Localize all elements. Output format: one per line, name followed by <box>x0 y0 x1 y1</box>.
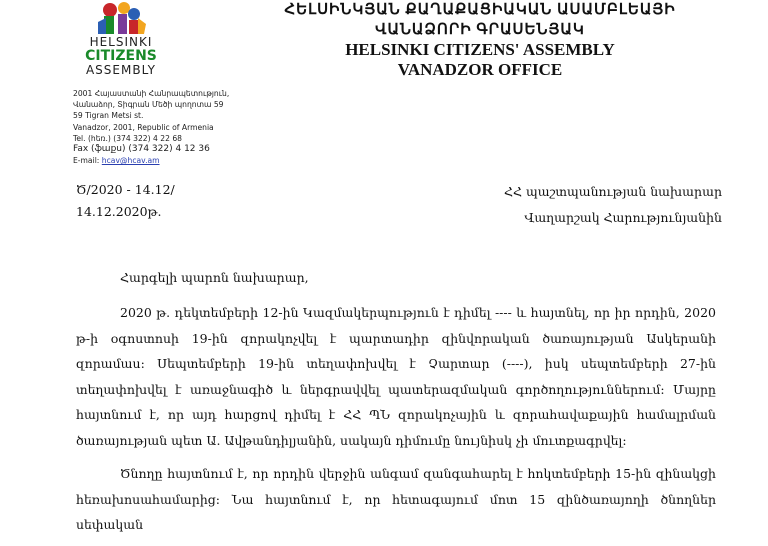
logo-name-line3: ASSEMBLY <box>85 63 157 77</box>
letterhead-title <box>240 0 720 80</box>
contact-address-armenian-1: 2001 Հայաստանի Հանրապետություն, <box>73 89 230 98</box>
logo-wordmark <box>76 36 166 76</box>
contact-address-english-1: 59 Tigran Metsi st. <box>73 111 144 121</box>
contact-address-armenian-2: Վանաձոր, Տիգրան Մեծի պողոտա 59 <box>73 100 224 110</box>
contact-fax: Fax (ֆաքս) (374 322) 4 12 36 <box>73 144 210 155</box>
letter-greeting: Հարգելի պարոն նախարար, <box>120 270 309 285</box>
letter-body <box>76 300 716 546</box>
addressee-block <box>504 179 722 231</box>
reference-date: 14.12.2020թ. <box>76 204 162 219</box>
contact-email-label: E-mail: <box>73 156 100 166</box>
letter-reference <box>76 179 175 223</box>
header-english-line2: VANADZOR OFFICE <box>397 60 563 79</box>
reference-number: Ծ/2020 - 14.12/ <box>76 182 175 197</box>
logo-figures-icon <box>76 0 164 40</box>
contact-block <box>73 88 229 166</box>
contact-email-row <box>73 155 229 166</box>
header-armenian-line1: ՀԵԼՍԻՆԿՅԱՆ ՔԱՂԱՔԱՑԻԱԿԱՆ ԱՍԱՄԲԼԵԱՅԻ <box>284 2 676 18</box>
logo-name-line2: CITIZENS <box>85 48 157 64</box>
body-paragraph: 2020 թ. դեկտեմբերի 12-ին Կազմակերպություն է դիմել ---- և հայտնել, որ իր որդին, 2020 թ-ի օգոստոսի 19-ին զորակոչվել է պարտադիր զինվորական ծառայության Ասկերանի զորամաս: Սեպտեմբերի 19-ին տեղափոխվել է Չարտար (----), իսկ սեպտեմբերի 27-ին տեղափոխվել է առաջնագիծ և ներգրավվել պատերազմական գործողություններում: Մայրը հայտնում է, որ այդ հարցով դիմել է ՀՀ ՊՆ զորակոչային և զորահավաքային համալրման ծառայության պետ Ա. Ավթանդիլյանին, սակայն դիմումը նույնիսկ չի մուտքագրվել: <box>76 305 716 448</box>
contact-email-link[interactable]: hcav@hcav.am <box>101 156 160 166</box>
header-english-line1: HELSINKI CITIZENS' ASSEMBLY <box>345 40 615 59</box>
addressee-title: ՀՀ պաշտպանության նախարար <box>504 184 722 199</box>
contact-tel: Tel. (հեռ.) (374 322) 4 22 68 <box>73 133 182 143</box>
body-paragraph: Ծնողը հայտնում է, որ որդին վերջին անգամ զանգահարել է հոկտեմբերի 15-ին զինակցի հեռախոսահամարից: Նա հայտնում է, որ հետագայում մոտ 15 զինծառայողի ծնողներ սեփական <box>76 466 716 532</box>
header-armenian-line2: ՎԱՆԱՁՈՐԻ ԳՐԱՍԵՆՅԱԿ <box>375 22 585 38</box>
addressee-name: Վաղարշակ Հարությունյանին <box>524 210 722 225</box>
logo-name-line1: HELSINKI <box>89 35 153 49</box>
contact-address-english-2: Vanadzor, 2001, Republic of Armenia <box>73 122 214 132</box>
